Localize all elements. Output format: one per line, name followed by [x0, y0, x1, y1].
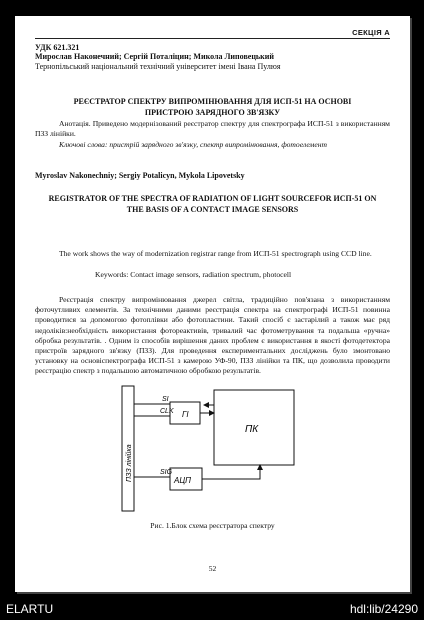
si-label: SI [162, 396, 169, 403]
udk-code: УДК 621.321 [35, 43, 80, 52]
gi-label: ГІ [182, 410, 189, 419]
sig-label: SIG [160, 469, 173, 476]
footer-left: ELARTU [6, 602, 54, 616]
authors-en: Myroslav Nakonechniy; Sergiy Potalicyn, Mykola Lipovetsky [35, 171, 245, 180]
abstract-ua: Анотація. Приведено модернізований реєстратор спектру для спектрографа ИСП-51 з використанням ПЗЗ лінійки. [35, 119, 390, 139]
figure-caption: Рис. 1.Блок схема реєстратора спектру [150, 521, 275, 530]
document-page [15, 16, 410, 592]
title-en: REGISTRATOR OF THE SPECTRA OF RADIATION OF LIGHT SOURCEFOR ИСП-51 ON THE BASIS OF A CONTACT IMAGE SENSORS [48, 194, 377, 214]
affiliation: Тернопільський національний технічний університет імені Івана Пулюя [35, 62, 281, 71]
clk-label: CLK [160, 408, 174, 415]
page-number: 52 [208, 564, 217, 573]
ccd-label: ПЗЗ лінійка [126, 444, 133, 482]
keywords-ua: Ключові слова: пристрій зарядного зв'язку, спектр випромінювання, фотоелемент [59, 140, 328, 149]
pk-label: ПК [245, 424, 259, 435]
authors-ua: Мирослав Наконечний; Сергій Поталіцин; Микола Липовецький [35, 52, 274, 61]
section-header: СЕКЦІЯ А [352, 28, 390, 37]
body-paragraph: Реєстрація спектру випромінювання джерел світла, традиційно пов'язана з використанням фоточутливих елементів. За технічними даними реєстрація спектра на спектрографі ИСП-51 повинна проводитися за допомогою фотоплівки або фотопластини. Такий спосіб є застарілий а також має ряд недоліків:необхідність використання фотореактивів, тривалий час фотометрування та подальша «ручна» обробка результатів. . Одним із способів вирішення даних проблем є використання в якості фотодетектора пристроїв зарядного зв'язку (ПЗЗ). Для проведення експериментальних досліджень було змонтовано установку на основіспектрографа ИСП-51 з камерою УФ-90, ПЗЗ лінійки та ПК, що дозволила проводити реєстрацію спектр з подальшою автоматичною обробкою результатів. [35, 295, 390, 376]
footer-right: hdl:lib/24290 [349, 602, 418, 616]
header-rule [35, 38, 390, 39]
adc-to-pk-arrow [202, 465, 260, 479]
adc-label: АЦП [174, 476, 191, 485]
block-diagram [110, 382, 320, 517]
title-ua: РЕЄСТРАТОР СПЕКТРУ ВИПРОМІНЮВАННЯ ДЛЯ ИСП-51 НА ОСНОВІ ПРИСТРОЮ ЗАРЯДНОГО ЗВ'ЯЗКУ [73, 97, 352, 117]
abstract-en: The work shows the way of modernization registrar range from ИСП-51 spectrograph using CCD line. [59, 249, 372, 258]
keywords-en: Keywords: Contact image sensors, radiation spectrum, photocell [95, 270, 292, 279]
